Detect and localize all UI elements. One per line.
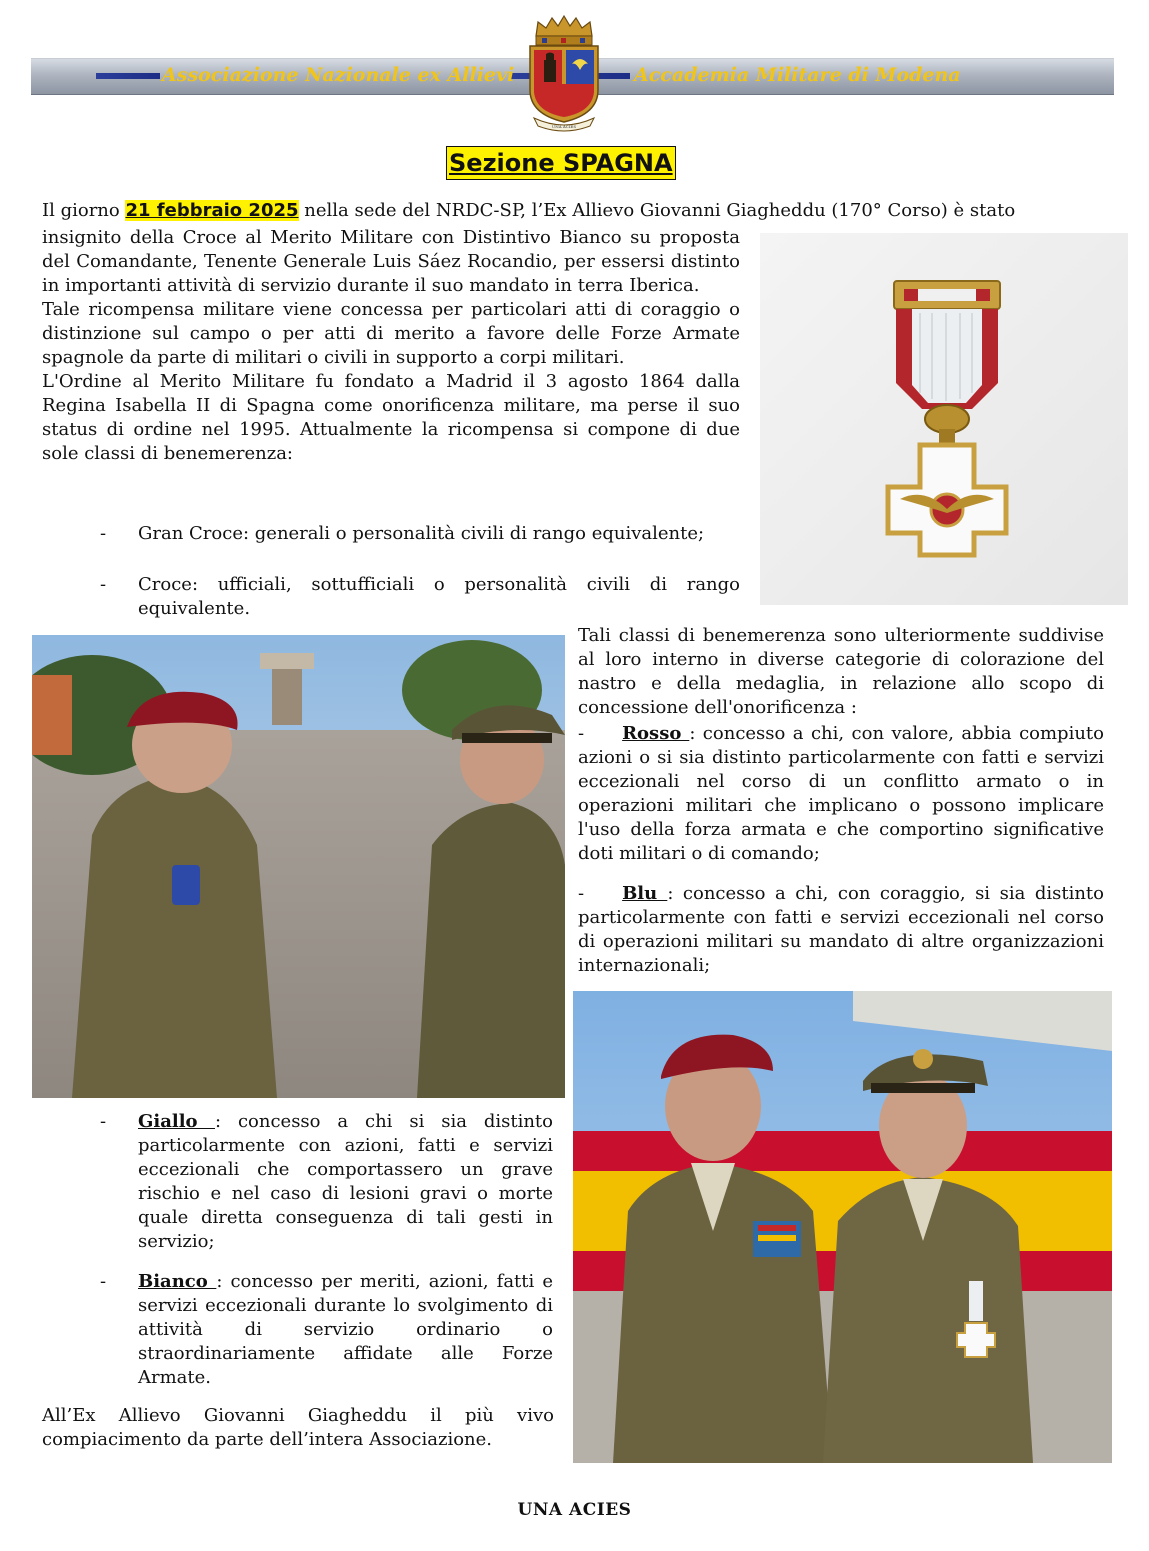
category-giallo-body: [138, 1110, 553, 1254]
category-text-giallo: : concesso a chi si sia distinto particolarmente con azioni, fatti e servizi eccezionali che comportassero un grave rischio e nel caso di lesioni gravi o morte quale diretta conseguenza di tali gesti in servizio;: [138, 1111, 553, 1252]
category-label-giallo: Giallo: [138, 1111, 215, 1132]
category-label-bianco: Bianco: [138, 1271, 217, 1292]
closing-paragraph: All’Ex Allievo Giovanni Giagheddu il più vivo compiacimento da parte dell’intera Associazione.: [42, 1405, 554, 1450]
category-bianco-body: [138, 1270, 553, 1390]
bullet-dash: -: [100, 523, 107, 544]
category-text-blu: : concesso a chi, con coraggio, si sia distinto particolarmente con fatti e servizi eccezionali nel corso di operazioni militari su mandato di altre organizzazioni internazionali;: [578, 883, 1105, 976]
medal-photo: [760, 233, 1128, 605]
category-item-rosso: [578, 722, 1104, 866]
bullet-dash: -: [578, 723, 585, 744]
intro-paragraph-1: insignito della Croce al Merito Militare con Distintivo Bianco su proposta del Comandante, Tenente Generale Luis Sáez Rocandio, per essersi distinto in importanti attività di servizio durante il suo mandato in terra Iberica.: [42, 227, 740, 296]
date-highlight: 21 febbraio 2025: [125, 200, 299, 221]
bullet-dash: -: [578, 883, 585, 904]
class-item-text: Gran Croce: generali o personalità civili di rango equivalente;: [138, 523, 705, 544]
categories-intro: Tali classi di benemerenza sono ulteriormente suddivise al loro interno in diverse categorie di colorazione del nastro e della medaglia, in relazione allo scopo di concessione dell'onorificenza :: [578, 625, 1104, 718]
category-item-bianco: [100, 1270, 553, 1390]
category-text-rosso: : concesso a chi, con valore, abbia compiuto azioni o si sia distinto particolarmente con fatti e servizi eccezionali nel corso di un conflitto armato o in operazioni militari che implicano o possono implicare l'uso della forza armata e che comportino significative doti militari o di comando;: [578, 723, 1104, 864]
section-title: Sezione SPAGNA: [446, 146, 676, 180]
header-left-text: Associazione Nazionale ex Allievi: [162, 64, 515, 86]
category-item-giallo: [100, 1110, 553, 1254]
category-blu-body: [578, 882, 1104, 978]
officers-portrait-image: [573, 991, 1112, 1463]
category-item-blu: [578, 882, 1104, 978]
svg-text:UNA ACIES: UNA ACIES: [551, 124, 577, 129]
bullet-dash: -: [100, 1271, 107, 1292]
class-item: [100, 522, 740, 546]
intro-paragraph-3: L'Ordine al Merito Militare fu fondato a Madrid il 3 agosto 1864 dalla Regina Isabella II di Spagna come onorificenza militare, ma perse il suo status di ordine nel 1995. Attualmente la ricompensa si compone di due sole classi di benemerenza:: [42, 371, 740, 464]
category-label-blu: Blu: [622, 883, 668, 904]
category-rosso-body: [578, 722, 1104, 866]
class-item-text: Croce: ufficiali, sottufficiali o personalità civili di rango equivalente.: [138, 574, 740, 619]
bullet-dash: -: [100, 1111, 107, 1132]
intro-first-line: [42, 199, 1106, 223]
header-right-text: Accademia Militare di Modena: [634, 64, 961, 86]
header-stripe-left: [96, 73, 160, 79]
category-label-rosso: Rosso: [622, 723, 690, 744]
class-item: [100, 573, 740, 621]
academy-crest-logo: [524, 14, 604, 132]
intro-first-line-before: Il giorno: [42, 200, 126, 221]
category-text-bianco: : concesso per meriti, azioni, fatti e servizi eccezionali durante lo svolgimento di attività di servizio ordinario o straordinariamente affidate alle Forze Armate.: [138, 1271, 553, 1388]
intro-paragraph-2: Tale ricompensa militare viene concessa per particolari atti di coraggio o distinzione sul campo o per atti di merito a favore delle Forze Armate spagnole da parte di militari o civili in supporto a corpi militari.: [42, 299, 740, 368]
ceremony-photo-conversation: [32, 635, 565, 1098]
footer-motto: UNA ACIES: [517, 1500, 632, 1520]
intro-text-block: [42, 226, 740, 466]
intro-first-line-after: nella sede del NRDC-SP, l’Ex Allievo Giovanni Giagheddu (170° Corso) è stato: [298, 200, 1016, 221]
cross-medal-image: [760, 233, 1128, 605]
ceremony-photo-portrait: [573, 991, 1112, 1463]
bullet-dash: -: [100, 574, 107, 595]
officers-conversation-image: [32, 635, 565, 1098]
